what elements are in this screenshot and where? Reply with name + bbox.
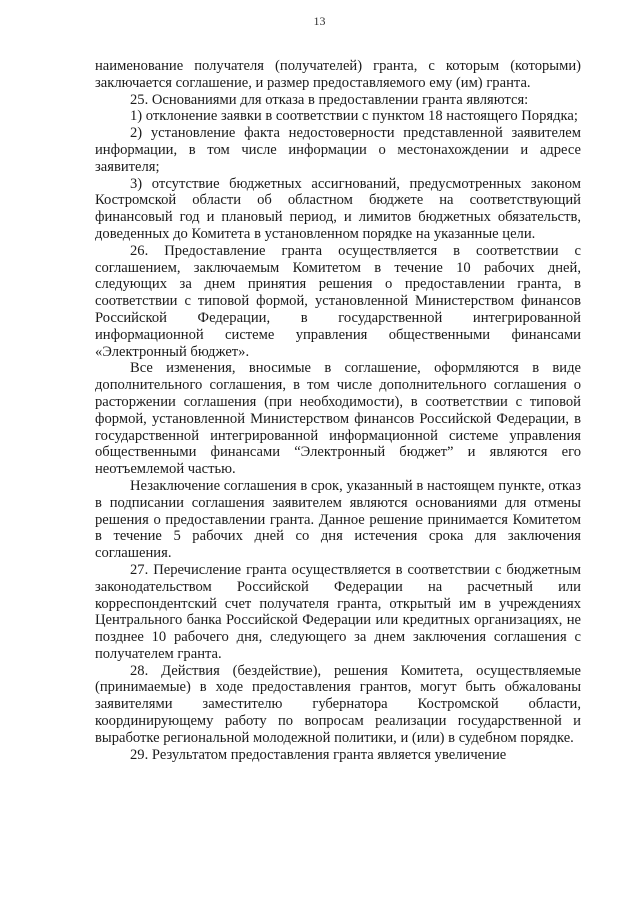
paragraph-item-29: 29. Результатом предоставления гранта является увеличение	[130, 746, 507, 763]
paragraph-item-25-2: 2) установление факта недостоверности представленной заявителем информации, в том числе информации о местонахождении и адресе заявителя;	[95, 125, 581, 175]
paragraph-item-26: 26. Предоставление гранта осуществляется в соответствии с соглашением, заключаемым Комитетом в течение 10 рабочих дней, следующих за днем принятия решения о предоставлении гранта, в соответствии с типовой формой, установленной Министерством финансов Российской Федерации, в государственной интегрированной информационной системе управления общественными финансами «Электронный бюджет».	[95, 242, 581, 360]
paragraph-continuation: наименование получателя (получателей) гранта, с которым (которыми) заключается соглашение, и размер предоставляемого ему (им) гранта.	[95, 58, 581, 91]
paragraph-item-25: 25. Основаниями для отказа в предоставлении гранта являются:	[130, 91, 529, 108]
paragraph-item-26-changes: Все изменения, вносимые в соглашение, оформляются в виде дополнительного соглашения, в том числе дополнительного соглашения о расторжении соглашения (при необходимости), в соответствии с типовой формой, установленной Министерством финансов Российской Федерации, в государственной интегрированной информационной системе управления общественными финансами “Электронный бюджет” и являются его неотъемлемой частью.	[95, 360, 581, 478]
paragraph-item-27: 27. Перечисление гранта осуществляется в соответствии с бюджетным законодательством Российской Федерации на расчетный или корреспондентский счет получателя гранта, открытый им в учреждениях Центрального банка Российской Федерации или кредитных организациях, не позднее 10 рабочего дня, следующего за днем заключения соглашения с получателем гранта.	[95, 561, 581, 662]
page-number: 13	[313, 14, 326, 28]
paragraph-item-25-1: 1) отклонение заявки в соответствии с пунктом 18 настоящего Порядка;	[130, 108, 578, 125]
paragraph-item-26-nonconclusion: Незаключение соглашения в срок, указанный в настоящем пункте, отказ в подписании соглашения заявителем являются основаниями для отмены решения о предоставлении гранта. Данное решение принимается Комитетом в течение 5 рабочих дней со дня истечения срока для заключения соглашения.	[95, 477, 581, 562]
document-body	[95, 58, 581, 763]
paragraph-item-28: 28. Действия (бездействие), решения Комитета, осуществляемые (принимаемые) в ходе предоставления грантов, могут быть обжалованы заявителями заместителю губернатора Костромской области, координирующему работу по вопросам реализации государственной и выработке региональной молодежной политики, и (или) в судебном порядке.	[95, 662, 581, 746]
paragraph-item-25-3: 3) отсутствие бюджетных ассигнований, предусмотренных законом Костромской области об областном бюджете на соответствующий финансовый год и плановый период, и лимитов бюджетных обязательств, доведенных до Комитета в установленном порядке на указанные цели.	[95, 175, 581, 242]
